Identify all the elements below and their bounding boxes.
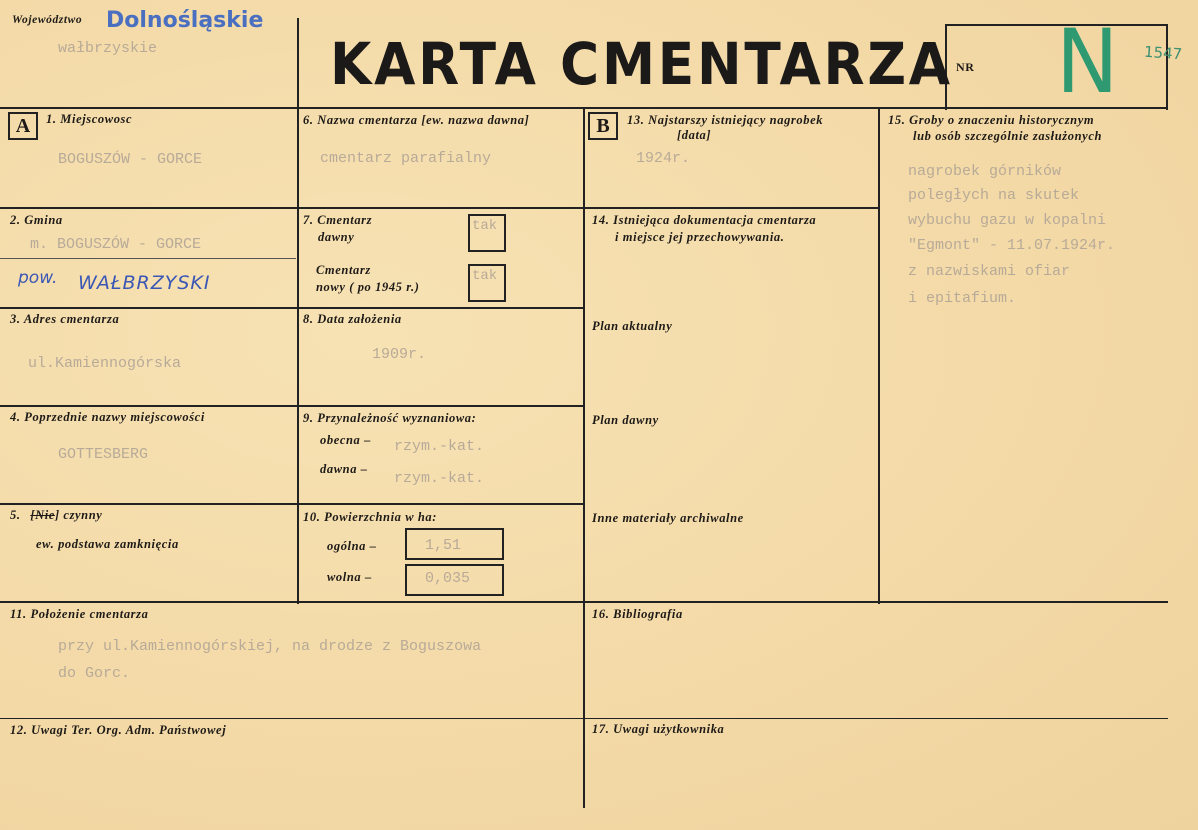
field-15-label: 15. Groby o znaczeniu historycznym xyxy=(888,113,1095,127)
divider xyxy=(0,405,584,407)
divider xyxy=(297,18,299,604)
field-13-label: 13. Najstarszy istniejący nagrobek xyxy=(627,113,824,127)
section-b-marker: B xyxy=(588,112,618,140)
field-9-obecna-value: rzym.-kat. xyxy=(394,438,485,455)
wojewodztwo-label: Województwo xyxy=(12,14,83,26)
divider xyxy=(583,108,585,808)
field-5-prefix: 5. xyxy=(10,508,21,522)
field-9-dawna-value: rzym.-kat. xyxy=(394,470,485,487)
field-7-nowy-sub: nowy ( po 1945 r.) xyxy=(316,280,420,294)
page-title: KARTA CMENTARZA xyxy=(330,30,953,98)
wojewodztwo-stamp: Dolnośląskie xyxy=(106,8,264,33)
section-a-marker: A xyxy=(8,112,38,140)
field-10-ogolna-value: 1,51 xyxy=(425,537,462,554)
field-10-label: 10. Powierzchnia w ha: xyxy=(303,510,438,524)
field-11-label: 11. Położenie cmentarza xyxy=(10,607,149,621)
field-2-value: m. BOGUSZÓW - GORCE xyxy=(30,236,202,253)
field-14-plan-aktualny: Plan aktualny xyxy=(592,319,673,333)
field-3-value: ul.Kamiennogórska xyxy=(28,355,182,372)
nr-label: NR xyxy=(956,60,975,74)
field-2-pow-label: pow. xyxy=(18,268,58,288)
divider xyxy=(0,258,296,259)
field-4-value: GOTTESBERG xyxy=(58,446,149,463)
field-9-dawna-label: dawna – xyxy=(320,462,368,476)
field-14-inne: Inne materiały archiwalne xyxy=(592,511,744,525)
divider xyxy=(878,108,880,604)
divider xyxy=(0,207,880,209)
field-7-label: 7. Cmentarz xyxy=(303,213,373,227)
field-5-suffix: ] czynny xyxy=(54,508,103,522)
field-15-line: z nazwiskami ofiar xyxy=(908,263,1071,280)
divider xyxy=(0,718,1168,719)
field-9-label: 9. Przynależność wyznaniowa: xyxy=(303,411,477,425)
divider xyxy=(0,503,584,505)
field-14-label: 14. Istniejąca dokumentacja cmentarza xyxy=(592,213,817,227)
field-15-line: wybuchu gazu w kopalni xyxy=(908,212,1107,229)
field-11-value-line2: do Gorc. xyxy=(58,665,131,682)
field-10-wolna-label: wolna – xyxy=(327,570,372,584)
divider xyxy=(0,107,1168,109)
field-2-label: 2. Gmina xyxy=(10,213,63,227)
nr-letter: N xyxy=(1056,10,1119,113)
field-15-label-2: lub osób szczególnie zasłużonych xyxy=(913,129,1103,143)
field-15-line: poległych na skutek xyxy=(908,187,1080,204)
field-1-value: BOGUSZÓW - GORCE xyxy=(58,151,203,168)
field-4-label: 4. Poprzednie nazwy miejscowości xyxy=(10,410,205,424)
field-5-label xyxy=(10,508,102,523)
field-7-nowy-value: tak xyxy=(472,268,498,284)
field-6-label: 6. Nazwa cmentarza [ew. nazwa dawna] xyxy=(303,113,530,127)
field-16-label: 16. Bibliografia xyxy=(592,607,683,621)
field-14-plan-dawny: Plan dawny xyxy=(592,413,659,427)
field-14-label-2: i miejsce jej przechowywania. xyxy=(615,230,785,244)
field-8-value: 1909r. xyxy=(372,346,427,363)
field-8-label: 8. Data założenia xyxy=(303,312,402,326)
field-13-value: 1924r. xyxy=(636,150,691,167)
divider xyxy=(0,307,584,309)
divider xyxy=(1166,24,1168,110)
field-17-label: 17. Uwagi użytkownika xyxy=(592,722,725,736)
field-12-label: 12. Uwagi Ter. Org. Adm. Państwowej xyxy=(10,723,227,737)
field-7-dawny-value: tak xyxy=(472,218,498,234)
field-1-label: 1. Miejscowosc xyxy=(46,112,133,126)
field-9-obecna-label: obecna – xyxy=(320,433,371,447)
field-15-line: nagrobek górników xyxy=(908,163,1062,180)
field-15-line: i epitafium. xyxy=(908,290,1017,307)
field-2-pow-value: WAŁBRZYSKI xyxy=(78,272,211,294)
field-15-line: "Egmont" - 11.07.1924r. xyxy=(908,237,1116,254)
field-13-label-date: [data] xyxy=(677,128,712,142)
field-3-label: 3. Adres cmentarza xyxy=(10,312,120,326)
divider xyxy=(0,601,1168,603)
field-10-wolna-value: 0,035 xyxy=(425,570,471,587)
field-5-sub: ew. podstawa zamknięcia xyxy=(36,537,179,551)
field-11-value-line1: przy ul.Kamiennogórskiej, na drodze z Boguszowa xyxy=(58,638,482,655)
nr-number: 1547 xyxy=(1143,42,1183,64)
field-10-ogolna-label: ogólna – xyxy=(327,539,377,553)
field-6-value: cmentarz parafialny xyxy=(320,150,492,167)
field-7-sub: dawny xyxy=(318,230,355,244)
field-5-struck: [Nie xyxy=(30,508,55,522)
wojewodztwo-typed: wałbrzyskie xyxy=(58,40,158,57)
field-7-nowy-label: Cmentarz xyxy=(316,263,371,277)
